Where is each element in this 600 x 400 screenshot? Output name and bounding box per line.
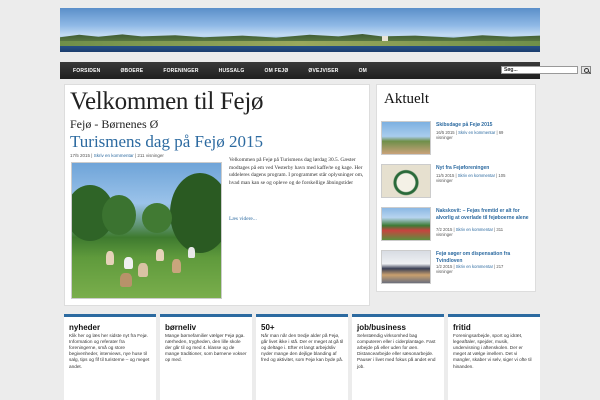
feature-column-title[interactable]: job/business [357,323,406,332]
search-icon[interactable] [581,66,591,74]
nav-item-om-fejo[interactable]: OM FEJØ [264,67,289,74]
comment-link[interactable]: Skriv en kommentar [93,153,134,158]
header-banner-image [60,8,540,52]
news-meta: 16/5 2015 | Skriv en kommentar | 69 visninger [436,130,504,141]
feature-columns [64,314,540,400]
featured-post [64,84,370,306]
list-item[interactable] [381,164,533,200]
nav-item-ovejviser[interactable]: ØVEJVISER [308,67,339,74]
main-navigation [60,62,540,79]
nav-item-foreninger[interactable]: FORENINGER [163,67,199,74]
feature-column-nyheder[interactable] [64,314,156,400]
feature-column-title[interactable]: børneliv [165,323,197,332]
aktuelt-sidebar [376,84,536,292]
feature-column-title[interactable]: 50+ [261,323,275,332]
post-views: 211 visninger [137,153,164,158]
post-meta: 17/5 2015 | Skriv en kommentar | 211 visninger [70,153,164,158]
list-item[interactable] [381,207,533,243]
feature-column-text: Når man når den tredje alder på Fejø, går livet ikke i stå. Der er meget at gå til og deltage i. Efter et langt arbejdsliv nyder mange den dejlige blanding af fred og aktivitet, som Fejø kan byde på. [261,333,344,363]
news-title-link[interactable]: Fejø søger om dispensation fra Tvindloven [436,251,511,264]
news-thumbnail[interactable] [381,121,431,155]
feature-column-borneliv[interactable] [160,314,252,400]
feature-column-text: Klik her og læs her sidste nyt fra Fejø. Information og referater fra foreningerne, små og store begivenheder, interviews, nye huse til salg, tips og fif til turisterne – og meget andet. [69,333,150,369]
news-thumbnail[interactable] [381,207,431,241]
page-title: Velkommen til Fejø [70,88,264,115]
post-title-link[interactable]: Turismens dag på Fejø 2015 [70,132,263,151]
post-date: 17/5 2015 [70,153,91,158]
news-title-link[interactable]: Nakskovit: – Fejøs fremtid er alt for alvorlig at overlade til fejøboerne alene [436,208,529,221]
news-meta: 7/2 2015 | Skriv en kommentar | 311 visninger [436,227,504,238]
nav-item-hussalg[interactable]: HUSSALG [218,67,245,74]
news-title-link[interactable]: Nyt fra Fejøforeningen [436,165,490,171]
news-thumbnail[interactable] [381,250,431,284]
news-meta: 11/5 2015 | Skriv en kommentar | 105 visninger [436,173,506,184]
feature-column-title[interactable]: fritid [453,323,471,332]
feature-column-text: Selvstændig virksomhed bag computeren eller i ciderplantage. Fast arbejde på eller uden for øen. Distancearbejde eller sæsonarbejde. Pauser i livet med fokus på andet end job. [357,333,436,369]
list-item[interactable] [381,250,533,286]
nav-item-forsiden[interactable]: FORSIDEN [73,67,101,74]
news-thumbnail[interactable] [381,164,431,198]
post-excerpt: Velkommen på Fejø på Turismens dag lørdag 30.5. Gæster modtages på em ved Vesterby havn med kaffe/te og kage. Her uddeleres dagens program. I programmet står oplysninger om, hvad man kan se og opleve og de forskellige åbningstider [229,157,364,187]
feature-column-text: Foreningsarbejde, sport og idræt, legeaftaler, spejder, musik, undervisning i aftenskolen. Der er meget at vælge imellem. Det vi mangler, skaber vi selv, siger vi ofte til hinanden. [453,333,532,369]
search-input[interactable]: Søg... [501,66,578,74]
feature-column-fritid[interactable] [448,314,540,400]
feature-column-text: Mange børnefamilier vælger Fejø pga. nærheden, trygheden, den lille skole der går til og med 4. klasse og de mange traditioner, som børnene vokser op med. [165,333,247,363]
list-item[interactable] [381,121,533,157]
feature-column-job-business[interactable] [352,314,444,400]
read-more-link[interactable]: Læs videre... [229,216,257,222]
news-meta: 1/2 2015 | Skriv en kommentar | 217 visninger [436,264,504,275]
feature-column-50plus[interactable] [256,314,348,400]
post-photo[interactable] [71,162,222,299]
nav-item-oboere[interactable]: ØBOERE [120,67,144,74]
page-subtitle: Fejø - Børnenes Ø [70,117,159,131]
sidebar-title: Aktuelt [384,91,429,107]
news-title-link[interactable]: Skibsdage på Fejø 2015 [436,122,493,128]
feature-column-title[interactable]: nyheder [69,323,101,332]
nav-item-om[interactable]: OM [358,67,368,74]
